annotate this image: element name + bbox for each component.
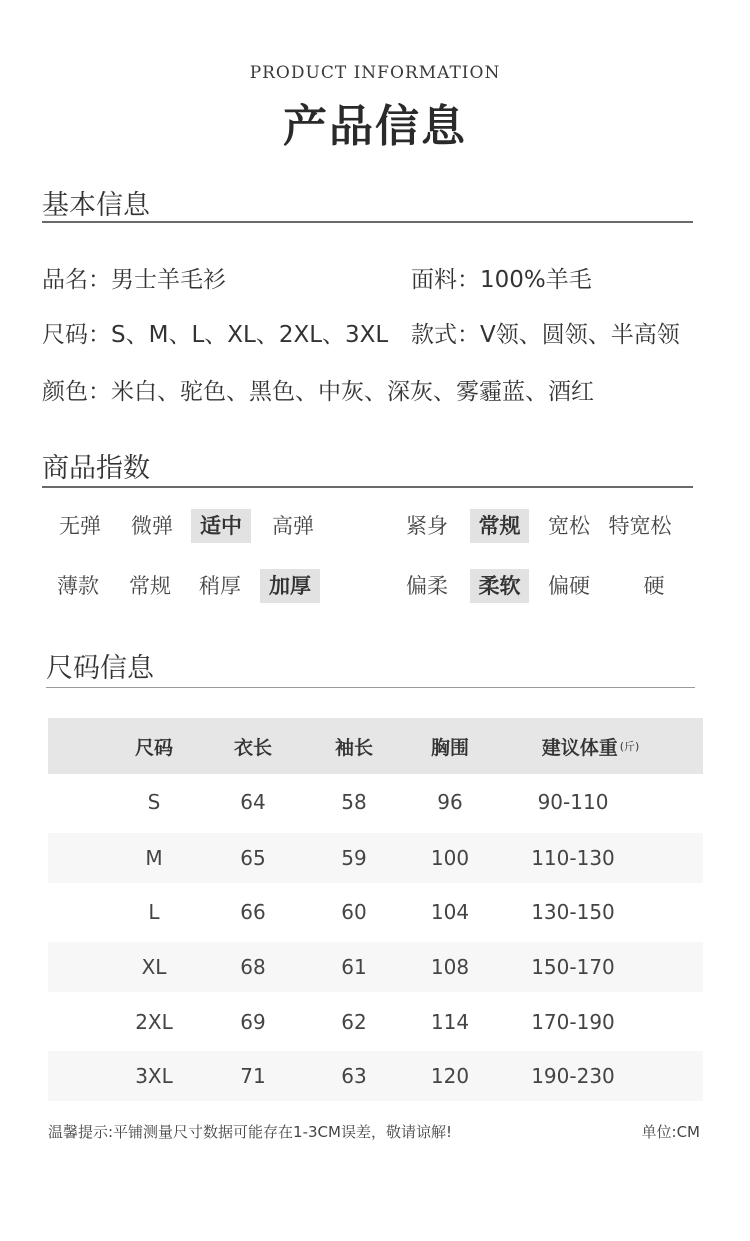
table-cell: 108 bbox=[430, 955, 470, 979]
index-softness-option: 偏柔 bbox=[406, 574, 448, 598]
table-cell: 96 bbox=[437, 790, 463, 814]
table-cell: 61 bbox=[341, 955, 367, 979]
table-row bbox=[48, 833, 703, 883]
table-cell: 66 bbox=[240, 900, 266, 924]
table-cell: 65 bbox=[240, 846, 266, 870]
index-thickness-option: 稍厚 bbox=[199, 574, 241, 598]
table-cell: 2XL bbox=[135, 1010, 173, 1034]
table-cell: 58 bbox=[341, 790, 367, 814]
table-cell: 69 bbox=[240, 1010, 266, 1034]
column-header bbox=[503, 718, 678, 774]
index-thickness-option: 加厚 bbox=[260, 569, 320, 603]
page-title: 产品信息 bbox=[283, 101, 467, 152]
table-cell: 59 bbox=[341, 846, 367, 870]
table-cell: 114 bbox=[430, 1010, 470, 1034]
index-elasticity-option: 微弹 bbox=[131, 514, 173, 538]
table-cell: 170-190 bbox=[531, 1010, 615, 1034]
weight-column-label: 建议体重 bbox=[541, 736, 618, 759]
index-elasticity-option: 适中 bbox=[191, 509, 251, 543]
table-row bbox=[48, 997, 703, 1047]
index-softness-option: 偏硬 bbox=[548, 574, 590, 598]
index-fit-option: 常规 bbox=[470, 509, 529, 543]
table-row bbox=[48, 777, 703, 827]
index-softness-option: 硬 bbox=[643, 574, 665, 598]
table-row bbox=[48, 887, 703, 937]
basic-info-divider bbox=[42, 221, 693, 223]
size-info-divider bbox=[46, 687, 695, 688]
column-header: 袖长 bbox=[334, 736, 373, 759]
table-cell: 68 bbox=[240, 955, 266, 979]
index-thickness-option: 薄款 bbox=[57, 574, 99, 598]
table-cell: L bbox=[148, 900, 160, 924]
table-cell: 110-130 bbox=[531, 846, 615, 870]
column-header: 衣长 bbox=[233, 736, 272, 759]
measurement-note: 温馨提示:平铺测量尺寸数据可能存在1-3CM误差，敬请谅解! bbox=[48, 1123, 452, 1141]
index-thickness-option: 常规 bbox=[129, 574, 171, 598]
table-cell: 120 bbox=[430, 1064, 470, 1088]
table-cell: 63 bbox=[341, 1064, 367, 1088]
size-table-header bbox=[48, 718, 703, 774]
table-cell: S bbox=[147, 790, 161, 814]
basic-info-heading: 基本信息 bbox=[42, 190, 150, 221]
table-cell: M bbox=[145, 846, 163, 870]
table-cell: 71 bbox=[240, 1064, 266, 1088]
product-name: 品名：男士羊毛衫 bbox=[42, 267, 226, 293]
product-colors: 颜色：米白、驼色、黑色、中灰、深灰、雾霾蓝、酒红 bbox=[42, 379, 594, 405]
product-fabric: 面料：100%羊毛 bbox=[411, 267, 592, 293]
index-fit-option: 宽松 bbox=[548, 514, 590, 538]
product-index-heading: 商品指数 bbox=[42, 453, 150, 484]
table-cell: 3XL bbox=[135, 1064, 173, 1088]
table-cell: 60 bbox=[341, 900, 367, 924]
size-info-heading: 尺码信息 bbox=[46, 653, 154, 684]
index-softness-option: 柔软 bbox=[470, 569, 529, 603]
page-subtitle: PRODUCT INFORMATION bbox=[249, 63, 501, 83]
index-elasticity-option: 高弹 bbox=[272, 514, 314, 538]
column-header: 尺码 bbox=[134, 736, 173, 759]
product-index-divider bbox=[42, 486, 693, 488]
table-cell: 64 bbox=[240, 790, 266, 814]
product-sizes: 尺码：S、M、L、XL、2XL、3XL bbox=[42, 322, 389, 348]
table-cell: 62 bbox=[341, 1010, 367, 1034]
table-cell: 90-110 bbox=[537, 790, 609, 814]
weight-unit: (斤) bbox=[619, 740, 640, 753]
table-cell: 190-230 bbox=[531, 1064, 615, 1088]
unit-label: 单位:CM bbox=[641, 1123, 700, 1141]
index-fit-option: 特宽松 bbox=[608, 514, 672, 538]
table-cell: 104 bbox=[430, 900, 470, 924]
table-row bbox=[48, 942, 703, 992]
table-cell: 100 bbox=[430, 846, 470, 870]
table-cell: 130-150 bbox=[531, 900, 615, 924]
column-header: 胸围 bbox=[430, 736, 469, 759]
table-cell: XL bbox=[141, 955, 167, 979]
product-style: 款式：V领、圆领、半高领 bbox=[411, 322, 680, 348]
index-fit-option: 紧身 bbox=[406, 514, 448, 538]
table-cell: 150-170 bbox=[531, 955, 615, 979]
index-elasticity-option: 无弹 bbox=[59, 514, 101, 538]
table-row bbox=[48, 1051, 703, 1101]
